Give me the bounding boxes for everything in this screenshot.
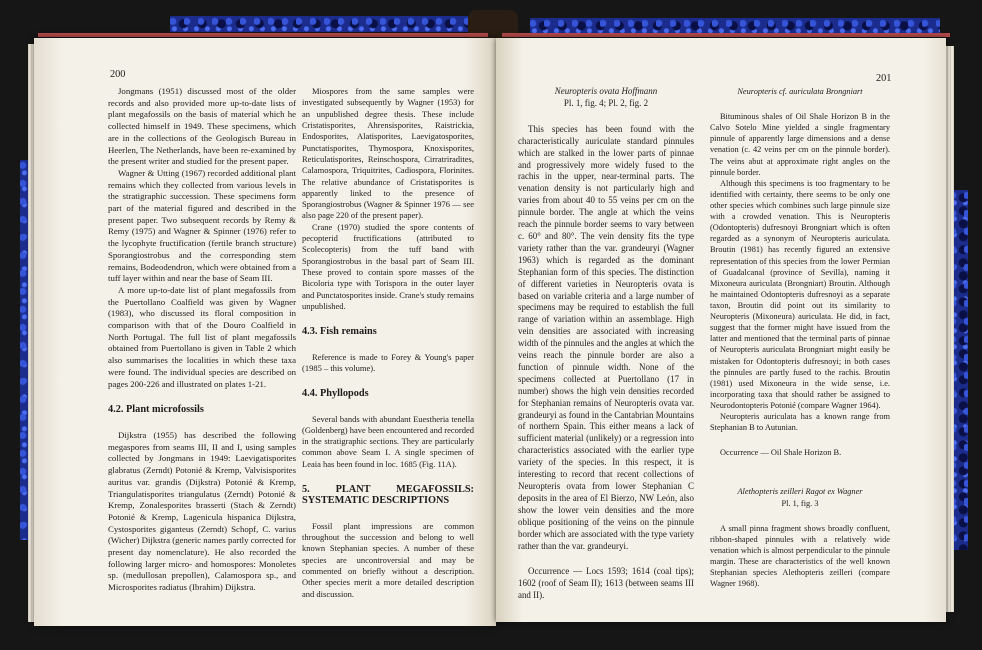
cover-top-left xyxy=(170,16,470,32)
section-heading: 4.3. Fish remains xyxy=(302,326,377,338)
right-top-edge xyxy=(502,33,950,37)
left-column-1 xyxy=(108,86,296,594)
occurrence: Occurrence — Oil Shale Horizon B. xyxy=(720,448,842,458)
paragraph: Fossil plant impressions are common throughout the succession and belong to well known Stephanian species. A number of these species are uncontroversial and may be commented on briefly without a description. Other species merit a more detailed description and discussion. xyxy=(302,520,474,599)
paragraph: Wagner & Utting (1967) recorded additional plant remains which they collected from various levels in the stratigraphic succession. These specimens form part of the material figured and described in the present paper. Two subsequent records by Remy & Remy (1975) and Wagner & Spinner (1976) refer to the lycophyte fructification (fertile branch structure) Sporangiostrobus and the corresponding stem remains, Bodeodendron, which were obtained from a tuff layer within and near the base of Seam III. xyxy=(108,167,296,284)
plate-reference: Pl. 1, fig. 4; Pl. 2, fig. 2 xyxy=(563,97,649,108)
left-top-edge xyxy=(38,33,488,37)
paragraph: Crane (1970) studied the spore contents of pecopterid fructifications (attributed to Scolecopteris) from the tuff band with Sporangiostrobus in the basal part of Seam III. These proved to contain spore masses of the Bicoloria type with Torispora in the outer layer and Punctatosporites inside. Crane's study remains unpublished. xyxy=(302,221,474,311)
page-number-right: 201 xyxy=(876,73,892,84)
paragraph: Although this specimens is too fragmentary to be identified with certainty, there seems to be only one other species which combines such large pinnule size with a crowded venation. This is Neuropteris (Odontopteris) dufresnoyi Brongniart which is often regarded as a synonym of Neuropteris auriculata. Broutin (1981) has recently figured an extensive representation of this species from the lower Permian of Guadalcanal (province of Sevilla), naming it Mixoneura auriculata (Brongniart) Broutin. Although he maintained Odontopteris dufresnoyi as a separate taxon, Broutin did point out its similarity to Neuropteris (Mixoneura) auriculata. He did, in fact, suggest that the former might have issued from the latter and mentioned that the terminal parts of pinnae of Neuropteris auriculata Brongniart might easily be mistaken for Odontopteris dufresnoyi; in both cases the pinnules are partly fused to the rachis. Broutin (1981) used Mixoneura in the wide sense, i.e. incorporating taxa that should rather be assigned to Neurodontopteris Potonié (compare Wagner 1964). xyxy=(710,178,890,410)
left-column-2 xyxy=(302,86,474,600)
species-title: Alethopteris zeilleri Ragot ex Wagner xyxy=(737,487,863,497)
section-heading: 5. PLANT MEGAFOSSILS: SYSTEMATIC DESCRIPTIONS xyxy=(302,484,474,507)
left-page xyxy=(34,38,496,626)
right-column-2 xyxy=(710,86,890,589)
paragraph: A small pinna fragment shows broadly confluent, ribbon-shaped pinnules with a relatively wide venation which is almost perpendicular to the pinnule margin. These are characteristics of the well known Stephanian species Alethopteris zeilleri (compare Wagner 1968). xyxy=(710,523,890,589)
plate-reference: Pl. 1, fig. 3 xyxy=(781,498,819,508)
section-heading: 4.2. Plant microfossils xyxy=(108,404,204,416)
paragraph: Miospores from the same samples were investigated subsequently by Wagner (1953) for an unpublished degree thesis. These include Cristatisporites, Ahrensisporites, Raistrickia, Endosporites, Alatisporites, Laevigatosporites, Punctatisporites, Thymospora, Knoxisporites, Reticulatisporites, Reinschospora, Cirratriradites, Calamospora, Triquitrites, Cadiospora, Florinites. The relative abundance of Cristatisporites is apparently linked to the presence of Sporangiostrobus (Wagner & Spinner 1976 — see also page 220 of the present paper). xyxy=(302,86,474,221)
right-column-1 xyxy=(518,86,694,602)
paragraph: This species has been found with the characteristically auriculate standard pinnules which are stalked in the lower parts of pinnae and progressively more widely fused to the rachis in the upper, near-terminal parts. The venation density is not particularly high and varies from about 40 to 55 veins per cm on the pinnule border. The angle at which the veins reach the pinnule border seems to vary between c. 60° and 80°. The vein density fits the type variety rather than the var. grandeuryi (Wagner 1963) which is regarded as the dominant Stephanian form of this species. The distinction of different varieties in Neuropteris ovata is based on variable criteria and a large number of specimens may be required to establish the full range of variation within an assemblage. High vein densities are associated with increasing width of the pinnules and the angles at which the veins reach the pinnule border are also a function of pinnule width. None of the specimens collected at Puertollano (17 in number) shows the high vein densities recorded for Stephanian remains of Neuropteris ovata var. grandeuryi as found in the Cantabrian Mountains of northern Spain. This either means a lack of sufficient material (unlikely) or a regression into characteristics associated with the earlier type variety of the species. In this respect, it is interesting to record that recent collections of Neuropteris ovata from lower Stephanian C deposits in the area of El Bierzo, NW León, also show the lower vein densities and the more oblique positioning of the veins on the pinnule border which are associated with the type variety rather than the var. grandeuryi. xyxy=(518,123,694,551)
paragraph: A more up-to-date list of plant megafossils from the Puertollano Coalfield was given by Wagner (1983), who discussed its floral composition in comparison with that of the Douro Coalfield in North Portugal. The full list of plant megafossils obtained from Puertollano is given in Table 2 which also summarises the localities in which these taxa were found. The individual species are described on pages 200-226 and illustrated on plates 1-21. xyxy=(108,284,296,389)
section-heading: 4.4. Phyllopods xyxy=(302,388,369,400)
species-title: Neuropteris cf. auriculata Brongniart xyxy=(737,87,863,96)
cover-top-right xyxy=(530,18,940,34)
page-number-left: 200 xyxy=(110,69,126,80)
paragraph: Several bands with abundant Euestheria tenella (Goldenberg) have been encountered and recorded in the stratigraphic sections. They are particularly common above Seam I. A single specimen of Leaia has been found in loc. 1685 (Fig. 11A). xyxy=(302,413,474,469)
paragraph: Dijkstra (1955) has described the following megaspores from seams III, II and I, using samples collected by Jongmans in 1949: Laevigatisporites glabratus (Zerndt) Potonié & Kremp, Valvisisporites auritus var. grandis (Dijkstra) Potonié & Kremp, Triangulatisporites triangulatus (Zerndt) Potonié & Kremp, Zonalesporites brasserti (Stach & Zerndt) Potonié & Kremp, Lagenicula hispanica Dijkstra, Cystosporites giganteus (Zerndt) Schopf, C. varius (Wicher) Dijkstra (generic names partly corrected for present day nomenclature). He also recorded the following larger micro- and homospores: Monoletes sp. (medullosan prepollen), Calamospora sp., and Microsporites radiatus (Ibrahim) Dijkstra. xyxy=(108,429,296,593)
right-page xyxy=(496,38,946,622)
paragraph: Neuropteris auriculata has a known range from Stephanian B to Autunian. xyxy=(710,412,890,433)
paragraph: Reference is made to Forey & Young's paper (1985 – this volume). xyxy=(302,351,474,373)
paragraph: Jongmans (1951) discussed most of the older records and also provided more up-to-date lists of plant megafossils on the basis of material which he collected himself in 1949. These specimens, which are in the collections of the Geologisch Bureau in Heerlen, The Netherlands, have been re-examined by the present writer and studied for the present paper. xyxy=(108,86,296,167)
species-title: Neuropteris ovata Hoffmann xyxy=(554,86,658,96)
occurrence: Occurrence — Locs 1593; 1614 (coal tips); 1602 (roof of Seam II); 1613 (between seams III and II). xyxy=(518,566,694,601)
paragraph: Bituminous shales of Oil Shale Horizon B in the Calvo Sotelo Mine yielded a single fragmentary pinnule of apparently large dimensions and a dense venation (c. 42 veins per cm on the pinnule border). The veins abut at approximate right angles on the pinnule border. xyxy=(710,112,890,177)
